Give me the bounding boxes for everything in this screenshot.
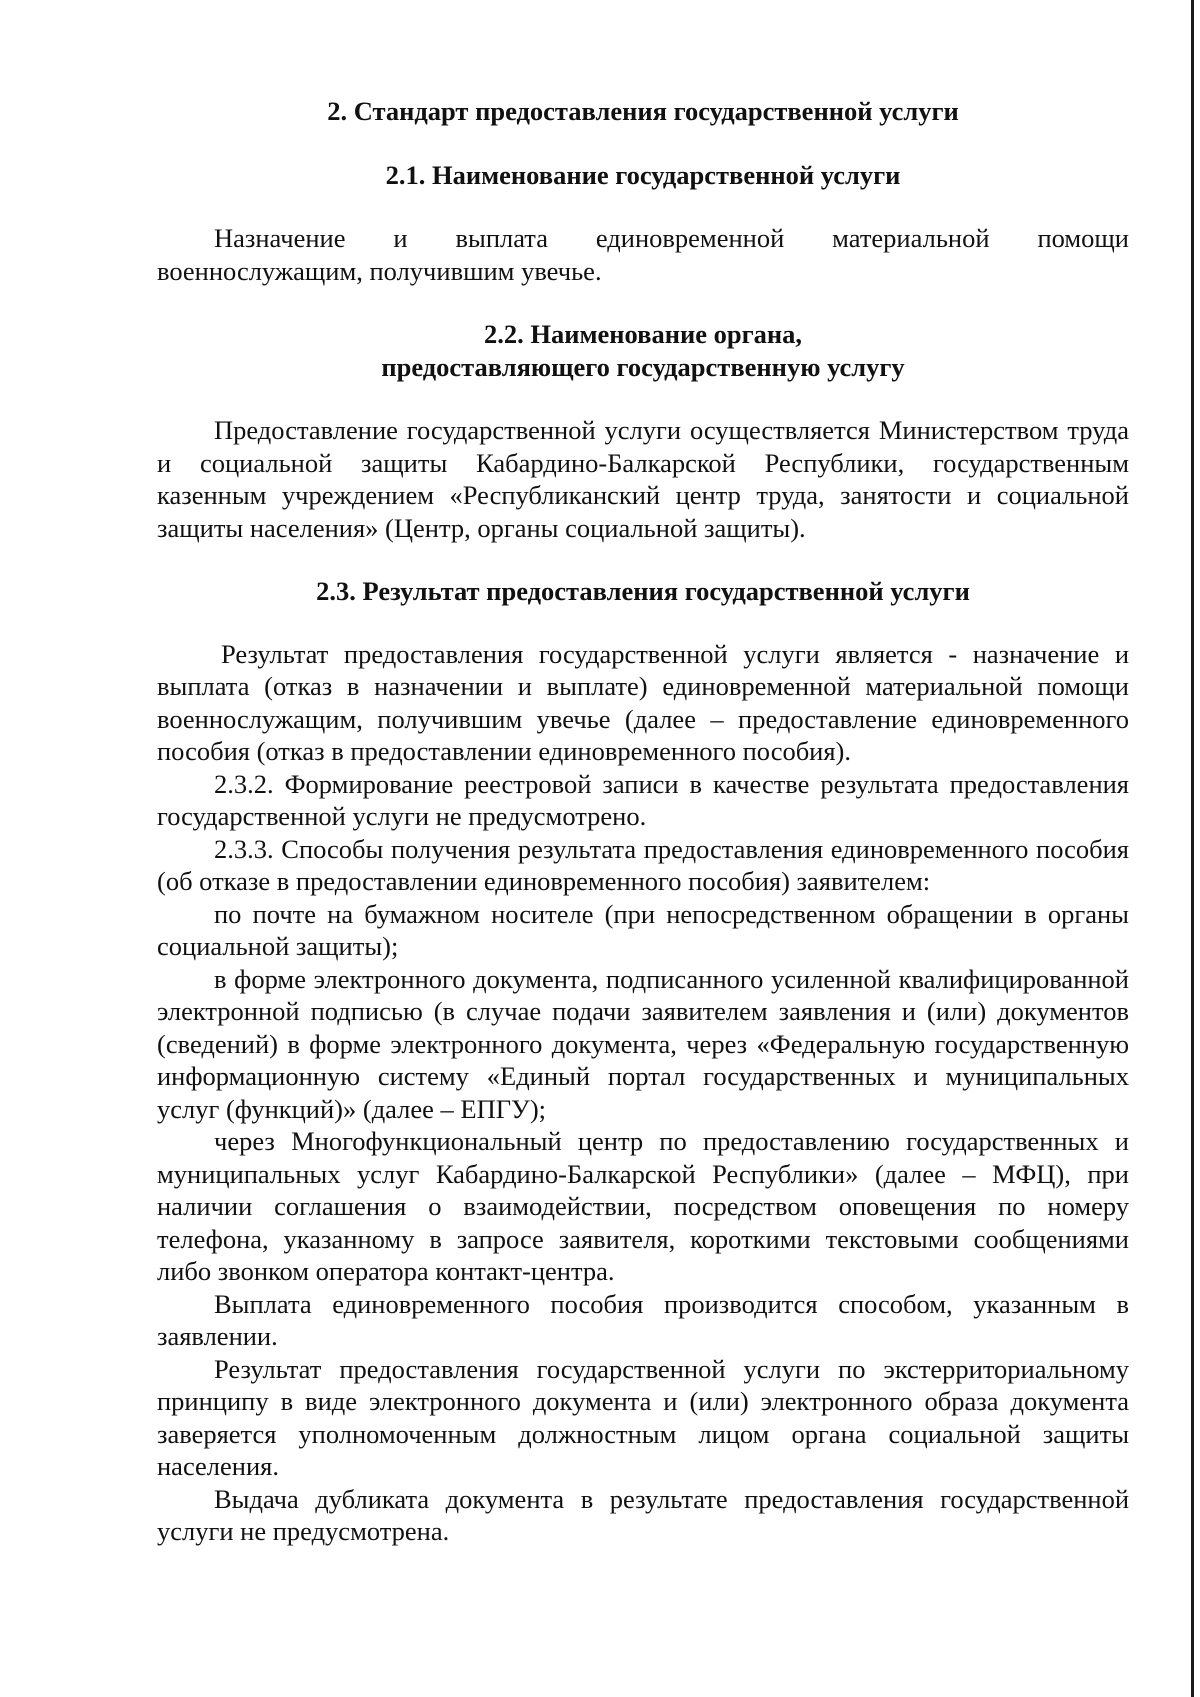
method-electronic: в форме электронного документа, подписанного усиленной квалифицированной электронной подписью (в случае подачи заявителем заявления и (или) документов (сведений) в форме электронного документа, через «Федеральную государственную информационную систему «Единый портал государственных и муниципальных услуг (функций)» (далее – ЕПГУ); xyxy=(157,963,1129,1124)
section-2-1-title: 2.1. Наименование государственной услуги xyxy=(385,159,901,190)
section-2-2-title-line1: 2.2. Наименование органа, xyxy=(483,319,803,349)
duplicate-issue: Выдача дубликата документа в результате предоставления государственной услуги не предусмотрена. xyxy=(157,1483,1129,1546)
paragraph-2-3-2: 2.3.2. Формирование реестровой записи в качестве результата предоставления государственной услуги не предусмотрено. xyxy=(157,768,1129,831)
section-2-2-title-line2: предоставляющего государственную услугу xyxy=(381,351,905,382)
paragraph-2-3-3: 2.3.3. Способы получения результата предоставления единовременного пособия (об отказе в предоставлении единовременного пособия) заявителем: xyxy=(157,833,1129,896)
section-2-3-title: 2.3. Результат предоставления государственной услуги xyxy=(316,576,970,606)
result-paragraph: Результат предоставления государственной услуги является - назначение и выплата (отказ в назначении и выплате) единовременной материальной помощи военнослужащим, получившим увечье (далее – предоставление единовременного пособия (отказ в предоставлении единовременного пособия). xyxy=(157,638,1129,766)
method-mfc: через Многофункциональный центр по предоставлению государственных и муниципальных услуг Кабардино-Балкарской Республики» (далее – МФЦ), при наличии соглашения о взаимодействии, посредством оповещения по номеру телефона, указанному в запросе заявителя, короткими текстовыми сообщениями либо звонком оператора контакт-центра. xyxy=(157,1126,1129,1286)
payment-method: Выплата единовременного пособия производится способом, указанным в заявлении. xyxy=(157,1288,1129,1351)
document-body xyxy=(157,95,1129,1548)
section-2-2-text: Предоставление государственной услуги осуществляется Министерством труда и социальной защиты Кабардино-Балкарской Республики, государственным казенным учреждением «Республиканский центр труда, занятости и социальной защиты населения» (Центр, органы социальной защиты). xyxy=(157,415,1129,543)
main-heading: 2. Стандарт предоставления государственной услуги xyxy=(327,96,959,126)
section-2-1-text: Назначение и выплата единовременной материальной помощи военнослужащим, получившим увечье. xyxy=(157,223,1129,286)
extraterritorial-result: Результат предоставления государственной услуги по экстерриториальному принципу в виде электронного документа и (или) электронного образа документа заверяется уполномоченным должностным лицом органа социальной защиты населения. xyxy=(157,1353,1129,1481)
page-edge-line xyxy=(1191,0,1194,1697)
method-by-mail: по почте на бумажном носителе (при непосредственном обращении в органы социальной защиты); xyxy=(157,898,1129,961)
